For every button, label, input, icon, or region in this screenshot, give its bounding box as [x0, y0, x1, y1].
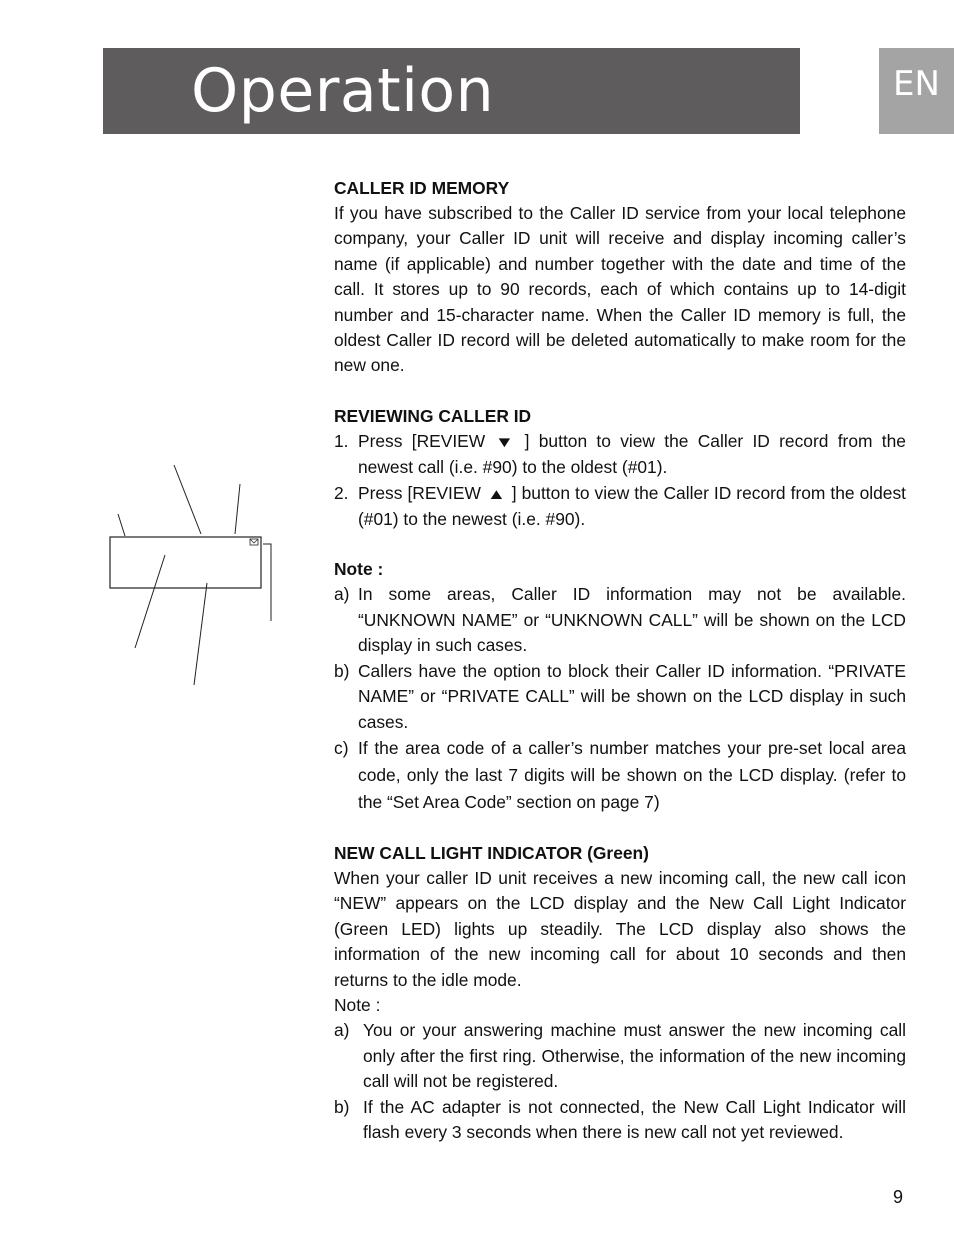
step-number: 1. — [334, 430, 349, 451]
page-title: Operation — [191, 56, 495, 126]
review-step — [334, 481, 906, 533]
caller-id-memory-text: If you have subscribed to the Caller ID service from your local telephone company, your Caller ID unit will receive and display incoming caller’s name (if applicable) and number together with the date and time of the call. It stores up to 90 records, each of which contains up to 14-digit number and 15-character name. When the Caller ID memory is full, the oldest Caller ID record will be deleted automatically to make room for the new one. — [334, 203, 906, 376]
new-call-text: When your caller ID unit receives a new incoming call, the new call icon “NEW” appears on the LCD display and the New Call Light Indicator (Green LED) lights up steadily. The LCD display also shows the information of the new incoming call for about 10 seconds and then returns to the idle mode. — [334, 867, 906, 990]
note-item-text: You or your answering machine must answer the new incoming call only after the first ring. Otherwise, the information of the new incoming call will not be registered. — [363, 1020, 906, 1092]
note-item-label: c) — [334, 737, 349, 758]
step-text-end: ] button to view the Caller ID record from the oldest (#01) to the newest (i.e. #90). — [358, 482, 906, 530]
up-triangle-icon: ▲ — [486, 485, 507, 503]
note-item-label: a) — [334, 584, 350, 605]
down-triangle-icon: ▼ — [495, 433, 515, 451]
step-text-end: ] button to view the Caller ID record from the newest call (i.e. #90) to the oldest (#01). — [358, 430, 906, 478]
note-item-label: b) — [334, 660, 350, 681]
note-item-text: If the AC adapter is not connected, the New Call Light Indicator will flash every 3 seconds when there is new call not yet reviewed. — [363, 1096, 906, 1142]
note-item-label: b) — [334, 1096, 350, 1117]
note-item — [334, 1018, 906, 1094]
note-item — [334, 1095, 906, 1146]
note-item-text: If the area code of a caller’s number matches your pre-set local area code, only the last 7 digits will be shown on the LCD display. (refer to the “Set Area Code” section on page 7) — [358, 737, 906, 812]
note-item-text: Callers have the option to block their Caller ID information. “PRIVATE NAME” or “PRIVATE CALL” will be shown on the LCD display in such cases. — [358, 660, 906, 732]
lcd-display-diagram — [100, 455, 280, 690]
note-item — [334, 735, 906, 816]
step-text-start: Press [REVIEW — [358, 430, 486, 451]
note-item — [334, 582, 906, 658]
step-number: 2. — [334, 482, 349, 503]
note-label: Note : — [334, 994, 381, 1015]
page-number: 9 — [893, 1187, 904, 1207]
note-item-label: a) — [334, 1020, 350, 1041]
note-item — [334, 659, 906, 735]
step-text-start: Press [REVIEW — [358, 482, 481, 503]
language-label: EN — [893, 64, 940, 104]
language-tab — [879, 48, 954, 134]
review-step — [334, 429, 906, 481]
note-heading: Note : — [334, 559, 384, 580]
note-item-text: In some areas, Caller ID information may not be available. “UNKNOWN NAME” or “UNKNOWN CALL” will be shown on the LCD display in such cases. — [358, 584, 906, 656]
section-heading-new-call: NEW CALL LIGHT INDICATOR (Green) — [334, 842, 649, 863]
section-heading-reviewing: REVIEWING CALLER ID — [334, 405, 532, 426]
main-content — [334, 176, 906, 1145]
title-bar — [103, 48, 800, 134]
section-heading-caller-id-memory: CALLER ID MEMORY — [334, 178, 510, 198]
